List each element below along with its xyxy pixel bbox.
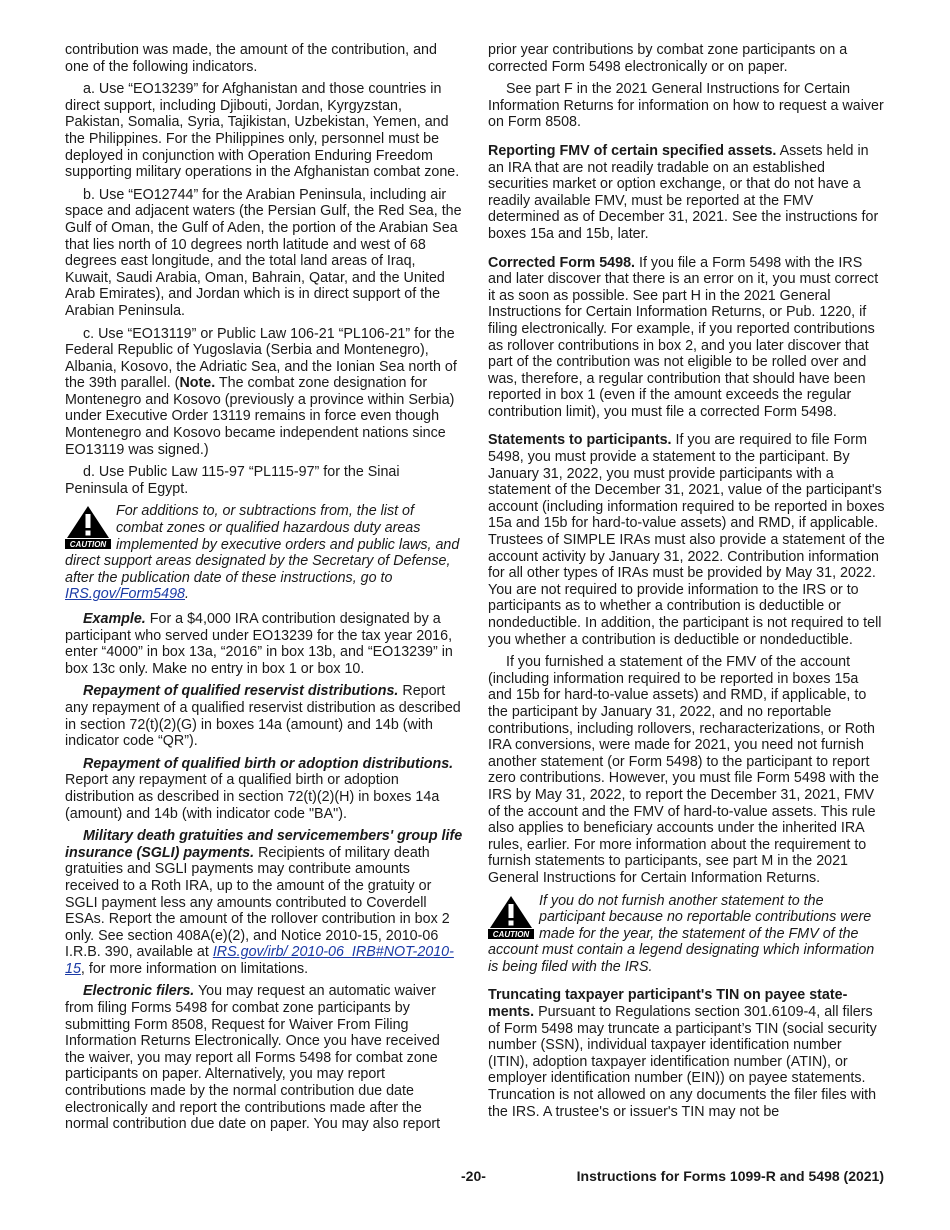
page-footer (0, 1168, 950, 1188)
caution-label: CAUTION (492, 929, 530, 939)
corrected-form-heading: Corrected Form 5498. (488, 254, 635, 271)
note-label: Note. (179, 375, 216, 392)
intro-paragraph: contribution was made, the amount of the contribution, and one of the following indicators. (65, 42, 437, 75)
furnished-statement-paragraph: If you furnished a statement of the FMV of the account (including information required to be reported in boxes 15a and 15b for hard-to-value assets) and RMD, if applicable, to the participant by January 31, 2022, and no reportable contributions, including rollovers, recharacterizations, or Roth IRA conversions, were made for 2021, you need not furnish another statement (or Form 5498) to the participant to report zero contributions. However, you must file Form 5498 with the IRS by May 31, 2022, to report the December 31, 2021, FMV of the account and the FMV of hard-to-value assets. This rule also applies to beneficiary accounts under the inherited IRA rules, earlier. For more information about the requirement to furnish statements to participants, see part M in the 2021 General Instructions for Certain Information Returns. (488, 654, 879, 886)
footer-title: Instructions for Forms 1099-R and 5498 (2021) (576, 1168, 884, 1184)
birth-adoption-heading: Repayment of qualified birth or adoption distributions. (83, 755, 454, 772)
right-column (488, 42, 886, 1126)
caution-label: CAUTION (69, 540, 107, 550)
indicator-item-a: a. Use “EO13239” for Afghanistan and those countries in direct support, including Djibouti, Jordan, Kyrgyzstan, Pakistan, Somalia, Syria, Tajikistan, Uzbekistan, Yemen, and the Philippines. For the Philippines only, personnel must be deployed in conjunction with Operation Enduring Freedom supporting military operations in the Afghanistan combat zone. (65, 81, 460, 181)
indicator-item-d: d. Use Public Law 115-97 “PL115-97” for the Sinai Peninsula of Egypt. (65, 464, 400, 497)
reservist-paragraph: Repayment of qualified reservist distributions. Report any repayment of a qualified reservist distribution as described in section 72(t)(2)(G) in boxes 14a (amount) and 14b (with indicator code “QR”). (65, 683, 461, 750)
left-column (65, 42, 463, 1139)
statements-heading: Statements to participants. (488, 432, 672, 449)
page-number: -20- (461, 1168, 486, 1184)
irb-notice-link[interactable]: IRS.gov/irb/ 2010-06_IRB#NOT-2010-15 (65, 944, 454, 977)
statements-paragraph: Statements to participants. If you are required to file Form 5498, you must provide a statement to the participant. By January 31, 2022, you must provide participants with a statement of the December 31, 2021, value of the participant's account (including information required to be reported in boxes 15a and 15b for hard-to-value assets) and RMD, if applicable. Trustees of SIMPLE IRAs must also provide a statement of the account activity by January 31, 2022. Contribution information for all other types of IRAs must be provided by May 31, 2022. You are not required to provide information to the IRS or to participants as to whether a contribution is deductible or nondeductible. In addition, the participant is not required to tell you whether a contribution is deductible or nondeductible. (488, 432, 885, 648)
caution-note-combat-zones: CAUTION For additions to, or subtractions from, the list of combat zones or qualified hazardous duty areas implemented by executive orders and public laws, and direct support areas designated by the Secretary of Defense, after the publication date of these instructions, go to IRS.gov/Form5498. (65, 503, 460, 603)
birth-adoption-paragraph: Repayment of qualified birth or adoption distributions. Report any repayment of a qualified birth or adoption distribution as described in section 72(t)(2)(H) in boxes 14a (amount) and 14b (with indicator code "BA"). (65, 755, 454, 822)
military-gratuities-heading: Military death gratuities and servicemembers' group life insurance (SGLI) payments. (65, 828, 463, 861)
electronic-filers-heading: Electronic filers. (83, 983, 195, 1000)
example-heading: Example. (83, 611, 146, 627)
truncating-tin-paragraph: Truncating taxpayer participant's TIN on payee state-ments. Pursuant to Regulations section 301.6109-4, all filers of Form 5498 may truncate a participant’s TIN (social security number (SSN), individual taxpayer identification number (ITIN), adoption taxpayer identification number (ATIN), or employer identification number (EIN)) on payee statements. Truncation is not allowed on any documents the filer files with the IRS. A trustee's or issuer's TIN may not be (488, 987, 877, 1120)
truncating-tin-heading: Truncating taxpayer participant's TIN on payee state-ments. (488, 987, 848, 1021)
part-f-paragraph: See part F in the 2021 General Instructions for Certain Information Returns for information on how to request a waiver on Form 8508. (488, 81, 884, 131)
example-paragraph: Example. For a $4,000 IRA contribution designated by a participant who served under EO13239 for the tax year 2016, enter “4000” in box 13a, “2016” in box 13b, and “EO13239” in box 13c only. Make no entry in box 1 or box 10. (65, 611, 453, 677)
continued-paragraph: prior year contributions by combat zone participants on a corrected Form 5498 electronically or on paper. (488, 42, 848, 75)
irs-form5498-link[interactable]: IRS.gov/Form5498 (65, 586, 185, 603)
fmv-heading: Reporting FMV of certain specified assets. (488, 142, 777, 159)
caution-note-legend: CAUTION If you do not furnish another statement to the participant because no reportable contributions were made for the year, the statement of the FMV of the account must contain a legend designating which information is being filed with the IRS. (488, 892, 875, 975)
electronic-filers-paragraph: Electronic filers. You may request an automatic waiver from filing Forms 5498 for combat zone participants by submitting Form 8508, Request for Waiver From Filing Information Returns Electronically. Once you have received the waiver, you may report all Forms 5498 for combat zone participants on paper. Alternatively, you may report contributions made by the normal contribution due date electronically and report the contributions made after the normal contribution due date on paper. You may also report (65, 983, 441, 1133)
caution-icon (488, 895, 534, 939)
fmv-paragraph: Reporting FMV of certain specified assets. Assets held in an IRA that are not readily tradable on an established securities market or option exchange, or that do not have a readily available FMV, must be reported at the FMV determined as of December 31, 2021. See the instructions for boxes 15a and 15b, later. (488, 142, 879, 242)
military-gratuities-paragraph: Military death gratuities and servicemembers' group life insurance (SGLI) payments. Recipients of military death gratuities and SGLI payments may contribute amounts received to a Roth IRA, up to the amount of the gratuity or SGLI payment less any amounts contributed to Coverdell ESAs. Report the amount of the rollover contribution in box 2 only. See section 408A(e)(2), and Notice 2010-15, 2010-06 I.R.B. 390, available at IRS.gov/irb/ 2010-06_IRB#NOT-2010-15, for more information on limitations. (65, 828, 463, 977)
indicator-item-b: b. Use “EO12744” for the Arabian Peninsula, including air space and adjacent waters (the Persian Gulf, the Red Sea, the Gulf of Oman, the Gulf of Aden, the portion of the Arabian Sea that lies north of 10 degrees north latitude and west of 68 degrees east longitude, and the total land areas of Iraq, Kuwait, Saudi Arabia, Oman, Bahrain, Qatar, and the United Arab Emirates), and Jordan which is in direct support of the Arabian Peninsula. (65, 186, 462, 319)
reservist-heading: Repayment of qualified reservist distributions. (83, 683, 399, 700)
caution-icon (65, 505, 111, 549)
indicator-item-c: c. Use “EO13119” or Public Law 106-21 “PL106-21” for the Federal Republic of Yugoslavia (Serbia and Montenegro), Albania, Kosovo, the Adriatic Sea, and the Ionian Sea north of the 39th parallel. (Note. The combat zone designation for Montenegro and Kosovo (previously a province within Serbia) under Executive Order 13119 remains in force even though Montenegro and Kosovo became independent nations since EO13119 was signed.) (65, 325, 457, 458)
corrected-form-paragraph: Corrected Form 5498. If you file a Form 5498 with the IRS and later discover that there is an error on it, you must correct it as soon as possible. See part H in the 2021 General Instructions for Certain Information Returns, or Pub. 1220, if filing electronically. For example, if you reported contributions as rollover contributions in box 2, and you later discover that part of the contribution was not eligible to be rolled over and was, therefore, a regular contribution that should have been reported in box 1 (even if the amount exceeds the regular contribution limit), you must file a corrected Form 5498. (488, 254, 879, 420)
